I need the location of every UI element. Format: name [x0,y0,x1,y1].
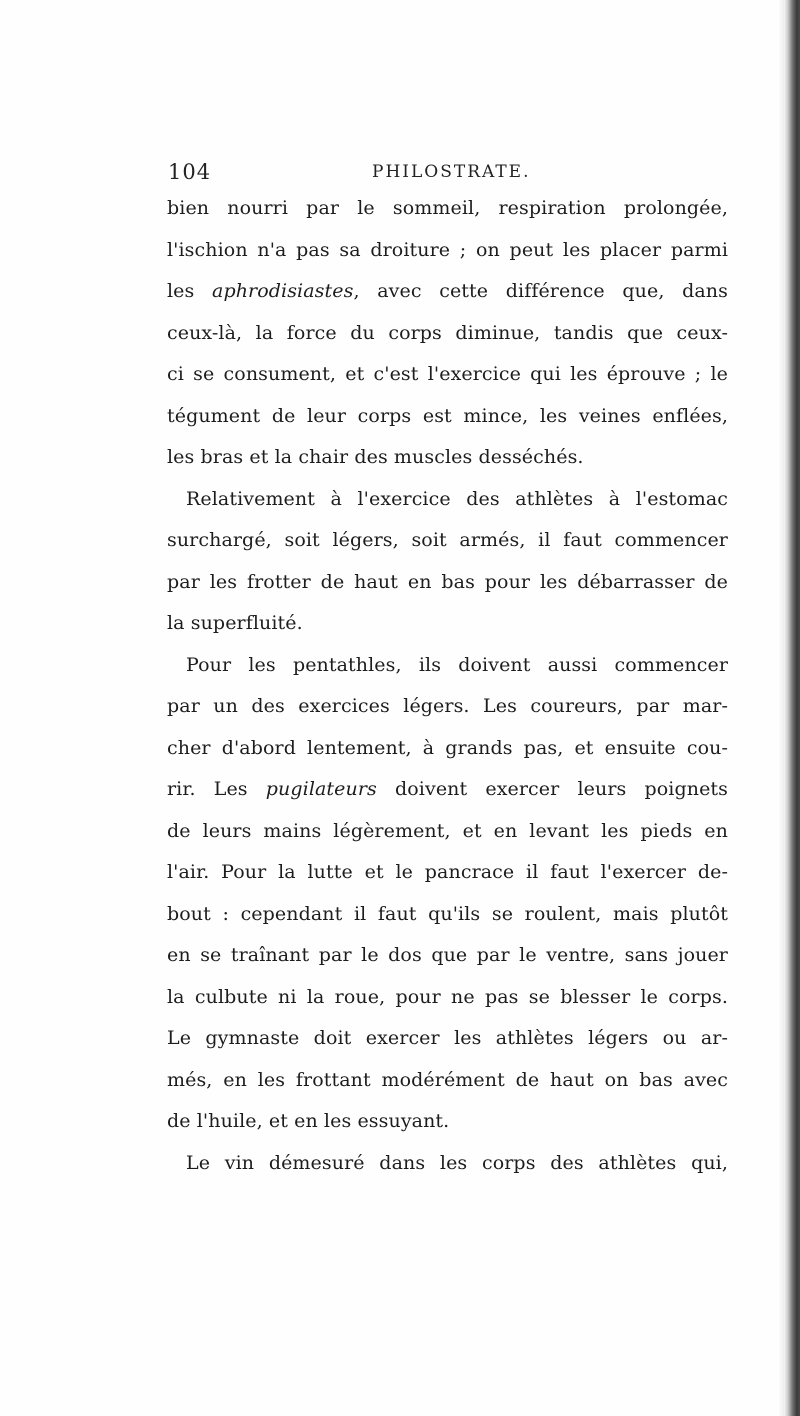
text-line: cher d'abord lentement, à grands pas, et ensuite cou- [167,736,728,759]
text-line: Relativement à l'exercice des athlètes à l'estomac [186,487,728,510]
text-line: de leurs mains légèrement, et en levant les pieds en [167,819,728,842]
text-line: més, en les frottant modérément de haut on bas avec [167,1068,728,1091]
text-segment: doivent exercer leurs poignets [376,778,728,800]
text-line: en se traînant par le dos que par le ventre, sans jouer [167,944,728,966]
text-line: par les frotter de haut en bas pour les débarrasser de [167,570,728,593]
text-line: les bras et la chair des muscles desséchés. [167,446,584,468]
text-line: la superfluité. [167,612,303,634]
page-number: 104 [168,160,212,184]
text-line: par un des exercices légers. Les coureurs, par mar- [167,695,728,717]
text-segment: , avec cette différence que, dans [353,280,728,302]
text-line: Le vin démesuré dans les corps des athlètes qui, [186,1151,728,1174]
text-line: ceux-là, la force du corps diminue, tandis que ceux- [167,321,728,344]
text-line: bien nourri par le sommeil, respiration prolongée, [167,197,728,219]
text-segment: rir. Les [167,778,266,800]
page-edge-shadow [784,0,800,1416]
text-line: l'air. Pour la lutte et le pancrace il faut l'exercer de- [167,861,728,883]
italic-term: aphrodisiastes [212,280,354,302]
text-line [167,769,728,811]
text-line: ci se consument, et c'est l'exercice qui les éprouve ; le [167,363,728,385]
text-line: tégument de leur corps est mince, les veines enflées, [167,404,728,427]
text-line: de l'huile, et en les essuyant. [167,1110,450,1132]
running-title: PHILOSTRATE. [372,162,531,182]
text-line: Le gymnaste doit exercer les athlètes légers ou ar- [167,1027,728,1049]
text-line: l'ischion n'a pas sa droiture ; on peut les placer parmi [167,238,728,261]
italic-term: pugilateurs [265,778,377,800]
text-line: bout : cependant il faut qu'ils se roulent, mais plutôt [167,902,728,925]
text-segment: les [167,280,213,302]
body-text [167,188,728,1184]
text-line: la culbute ni la roue, pour ne pas se blesser le corps. [167,985,728,1008]
text-line: Pour les pentathles, ils doivent aussi commencer [186,653,728,676]
text-line: surchargé, soit légers, soit armés, il faut commencer [167,529,728,551]
text-line [167,271,728,313]
